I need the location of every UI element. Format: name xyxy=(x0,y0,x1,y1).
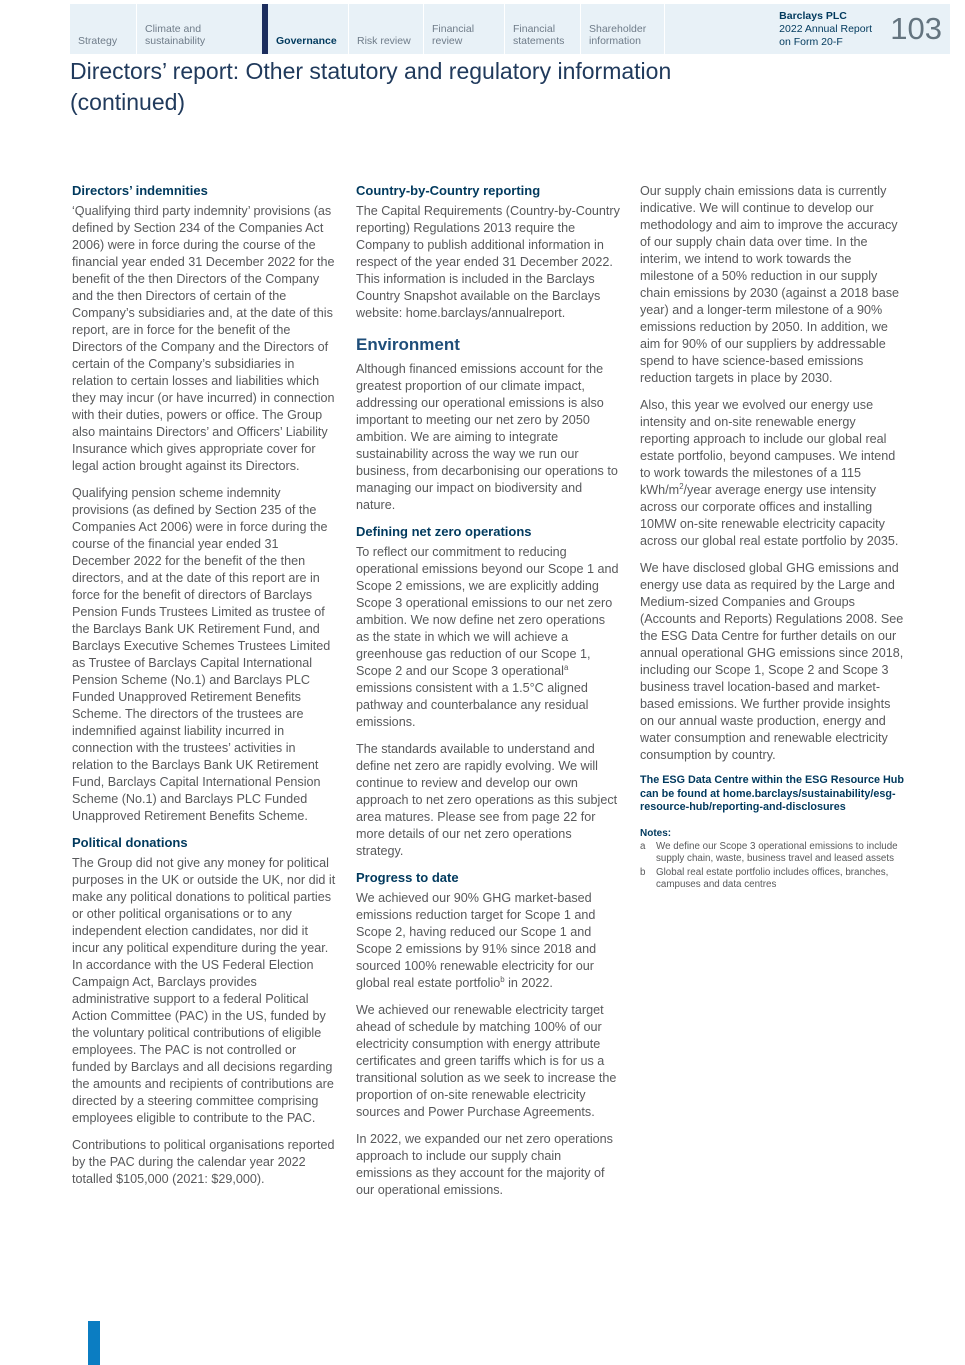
content-columns xyxy=(72,183,904,1209)
body-paragraph: Contributions to political organisations reported by the PAC during the calendar year 2022 totalled $105,000 (2021: $29,000). xyxy=(72,1138,335,1186)
body-paragraph: We have disclosed global GHG emissions and energy use data as required by the Large and Medium-sized Companies and Groups (Accounts and Reports) Regulations 2008. See the ESG Data Centre for further details on our annual operational GHG emissions since 2018, including our Scope 1, Scope 2 and Scope 3 business travel location-based and market-based emissions. We further provide insights on our annual waste production, energy and water consumption and renewable electricity consumption by country. xyxy=(640,561,904,762)
body-paragraph: We achieved our renewable electricity target ahead of schedule by matching 100% of our electricity consumption with energy attribute certificates and green tariffs which is for us a transitional solution as we seek to increase the proportion of on-site renewable electricity sources and Power Purchase Agreements. xyxy=(356,1003,617,1119)
column-2 xyxy=(356,183,620,1209)
footnote-text: We define our Scope 3 operational emissions to include supply chain, waste, business travel and leased assets xyxy=(656,840,898,864)
body-paragraph: We achieved our 90% GHG market-based emissions reduction target for Scope 1 and Scope 2, having reduced our Scope 1 and Scope 2 emissions by 91% since 2018 and sourced 100% renewable electricity for our global real estate portfolio$^b$ in 2022. xyxy=(356,891,597,990)
footnote-text: Global real estate portfolio includes offices, branches, campuses and data centres xyxy=(656,866,889,890)
tab-risk-review[interactable]: Risk review xyxy=(348,4,423,54)
footnotes-title: Notes: xyxy=(640,827,672,839)
body-paragraph: ‘Qualifying third party indemnity’ provisions (as defined by Section 234 of the Companies Act 2006) were in force during the course of the financial year ended 31 December 2022 for the benefit of the then Directors of the Company and the then Directors of certain of the Company’s subsidiaries and, at the date of this report, are in force for the benefit of the Directors of the Company and the Directors of certain of the Company’s subsidiaries in relation to certain losses and liabilities which they may incur (or have incurred) in connection with their duties, powers or office. The Group also maintains Directors’ and Officers’ Liability Insurance which gives appropriate cover for legal action brought against its Directors. xyxy=(72,204,335,473)
footnotes xyxy=(640,827,904,892)
section-heading-environment: Environment xyxy=(356,335,460,354)
footnote-marker: b xyxy=(500,974,505,984)
footnote-letter: b xyxy=(640,866,646,878)
body-paragraph: The standards available to understand and define net zero are rapidly evolving. We will continue to review and develop our own approach to net zero operations as this subject area matures. Please see from page 22 for more details of our net zero operations strategy. xyxy=(356,742,618,858)
page-title: Directors’ report: Other statutory and regulatory information (continued) xyxy=(70,58,672,115)
footnote-b xyxy=(640,867,904,892)
column-3 xyxy=(640,183,904,1209)
tab-climate-and-sustainability[interactable]: Climate and sustainability xyxy=(136,4,262,54)
header-spacer xyxy=(664,4,779,54)
body-paragraph: Although financed emissions account for the greatest proportion of our climate impact, addressing our operational emissions is also important to meeting our net zero by 2050 ambition. We are aiming to integrate sustainability across the way we run our business, from decarbonising our operations to managing our impact on biodiversity and nature. xyxy=(356,362,618,512)
body-paragraph: The Group did not give any money for political purposes in the UK or outside the UK, nor did it make any political donations to political parties or other political organisations or to any independent election candidates, nor did it incur any political expenditure during the year. In accordance with the US Federal Election Campaign Act, Barclays provides administrative support to a federal Political Action Committee (PAC) in the US, funded by the voluntary political contributions of eligible employees. The PAC is not controlled or funded by Barclays and all decisions regarding the amounts and recipients of contributions are directed by a steering committee comprising employees eligible to contribute to the PAC. xyxy=(72,856,336,1125)
footer-accent-bar xyxy=(88,1321,100,1365)
header-nav xyxy=(70,4,950,54)
section-heading-political-donations: Political donations xyxy=(72,835,188,850)
body-paragraph: Qualifying pension scheme indemnity provisions (as defined by Section 235 of the Companies Act 2006) were in force during the course of the financial year ended 31 December 2022 for the benefit of the then directors, and at the date of this report are in force for the benefit of directors of Barclays Pension Funds Trustees Limited as trustee of the Barclays Bank UK Retirement Fund, and Barclays Executive Schemes Trustees Limited as Trustee of Barclays Capital International Pension Scheme (No.1) and Barclays PLC Funded Unapproved Retirement Benefits Scheme. The directors of the trustees are indemnified against liability incurred in connection with the trustees’ activities in relation to the Barclays Bank UK Retirement Fund, Barclays Capital International Pension Scheme (No.1) and Barclays PLC Funded Unapproved Retirement Benefits Scheme. xyxy=(72,486,331,823)
column-1 xyxy=(72,183,336,1209)
page-number: 103 xyxy=(890,11,942,46)
tab-shareholder-information[interactable]: Shareholder information xyxy=(580,4,664,54)
section-heading-directors-indemnities: Directors’ indemnities xyxy=(72,183,208,198)
body-paragraph: To reflect our commitment to reducing operational emissions beyond our Scope 1 and Scope 2 emissions, we are explicitly adding Scope 3 operational emissions to our net zero ambition. We now define net zero operations as the state in which we will achieve a greenhouse gas reduction of our Scope 1, Scope 2 and our Scope 3 operational$^a$ emissions consistent with a 1.5°C aligned pathway and counterbalance any residual emissions. xyxy=(356,545,619,729)
tab-strategy[interactable]: Strategy xyxy=(78,35,118,47)
brand-report-line: 2022 Annual Report xyxy=(779,22,872,35)
body-paragraph: In 2022, we expanded our net zero operations approach to include our supply chain emissions as they account for the majority of our operational emissions. xyxy=(356,1132,613,1197)
body-paragraph: Also, this year we evolved our energy use intensity and on-site renewable energy reporting approach to include our global real estate portfolio, beyond campuses. We intend to work towards the milestones of a 115 kWh/$m^2$/year average energy use intensity across our corporate offices and installing 10MW on-site renewable electricity capacity across our global real estate portfolio by 2035. xyxy=(640,398,899,548)
body-paragraph: Our supply chain emissions data is currently indicative. We will continue to develop our methodology and aim to improve the accuracy of our supply chain data over time. In the interim, we intend to work towards the milestone of a 50% reduction in our supply chain emissions by 2030 (against a 2018 base year) and a longer-term milestone of a 90% emissions reduction by 2050. In addition, we aim for 90% of our suppliers by addressable spend to have science-based emissions reduction targets in place by 2030. xyxy=(640,184,900,385)
tab-financial-review[interactable]: Financial review xyxy=(423,4,504,54)
header-tabs xyxy=(70,4,664,54)
tab-financial-statements[interactable]: Financial statements xyxy=(504,4,580,54)
brand-name: Barclays PLC xyxy=(779,9,847,22)
section-heading-defining-net-zero-operations: Defining net zero operations xyxy=(356,524,532,539)
footnote-a xyxy=(640,841,904,866)
section-heading-progress-to-date: Progress to date xyxy=(356,870,459,885)
footnote-marker: a xyxy=(563,662,569,672)
tab-governance[interactable]: Governance xyxy=(262,4,348,54)
body-paragraph: The Capital Requirements (Country-by-Country reporting) Regulations 2013 require the Company to publish additional information in respect of the year ended 31 December 2022. This information is included in the Barclays Country Snapshot available on the Barclays website: home.barclays/annualreport. xyxy=(356,204,620,320)
footnote-marker: 2 xyxy=(679,481,684,491)
brand-form-line: on Form 20-F xyxy=(779,35,843,48)
footnote-letter: a xyxy=(640,840,646,852)
report-brand xyxy=(779,4,882,54)
esg-data-centre-callout: The ESG Data Centre within the ESG Resource Hub can be found at home.barclays/sustainability/esg-resource-hub/reporting-and-disclosures xyxy=(640,774,904,813)
section-heading-country-by-country-reporting: Country-by-Country reporting xyxy=(356,183,541,198)
